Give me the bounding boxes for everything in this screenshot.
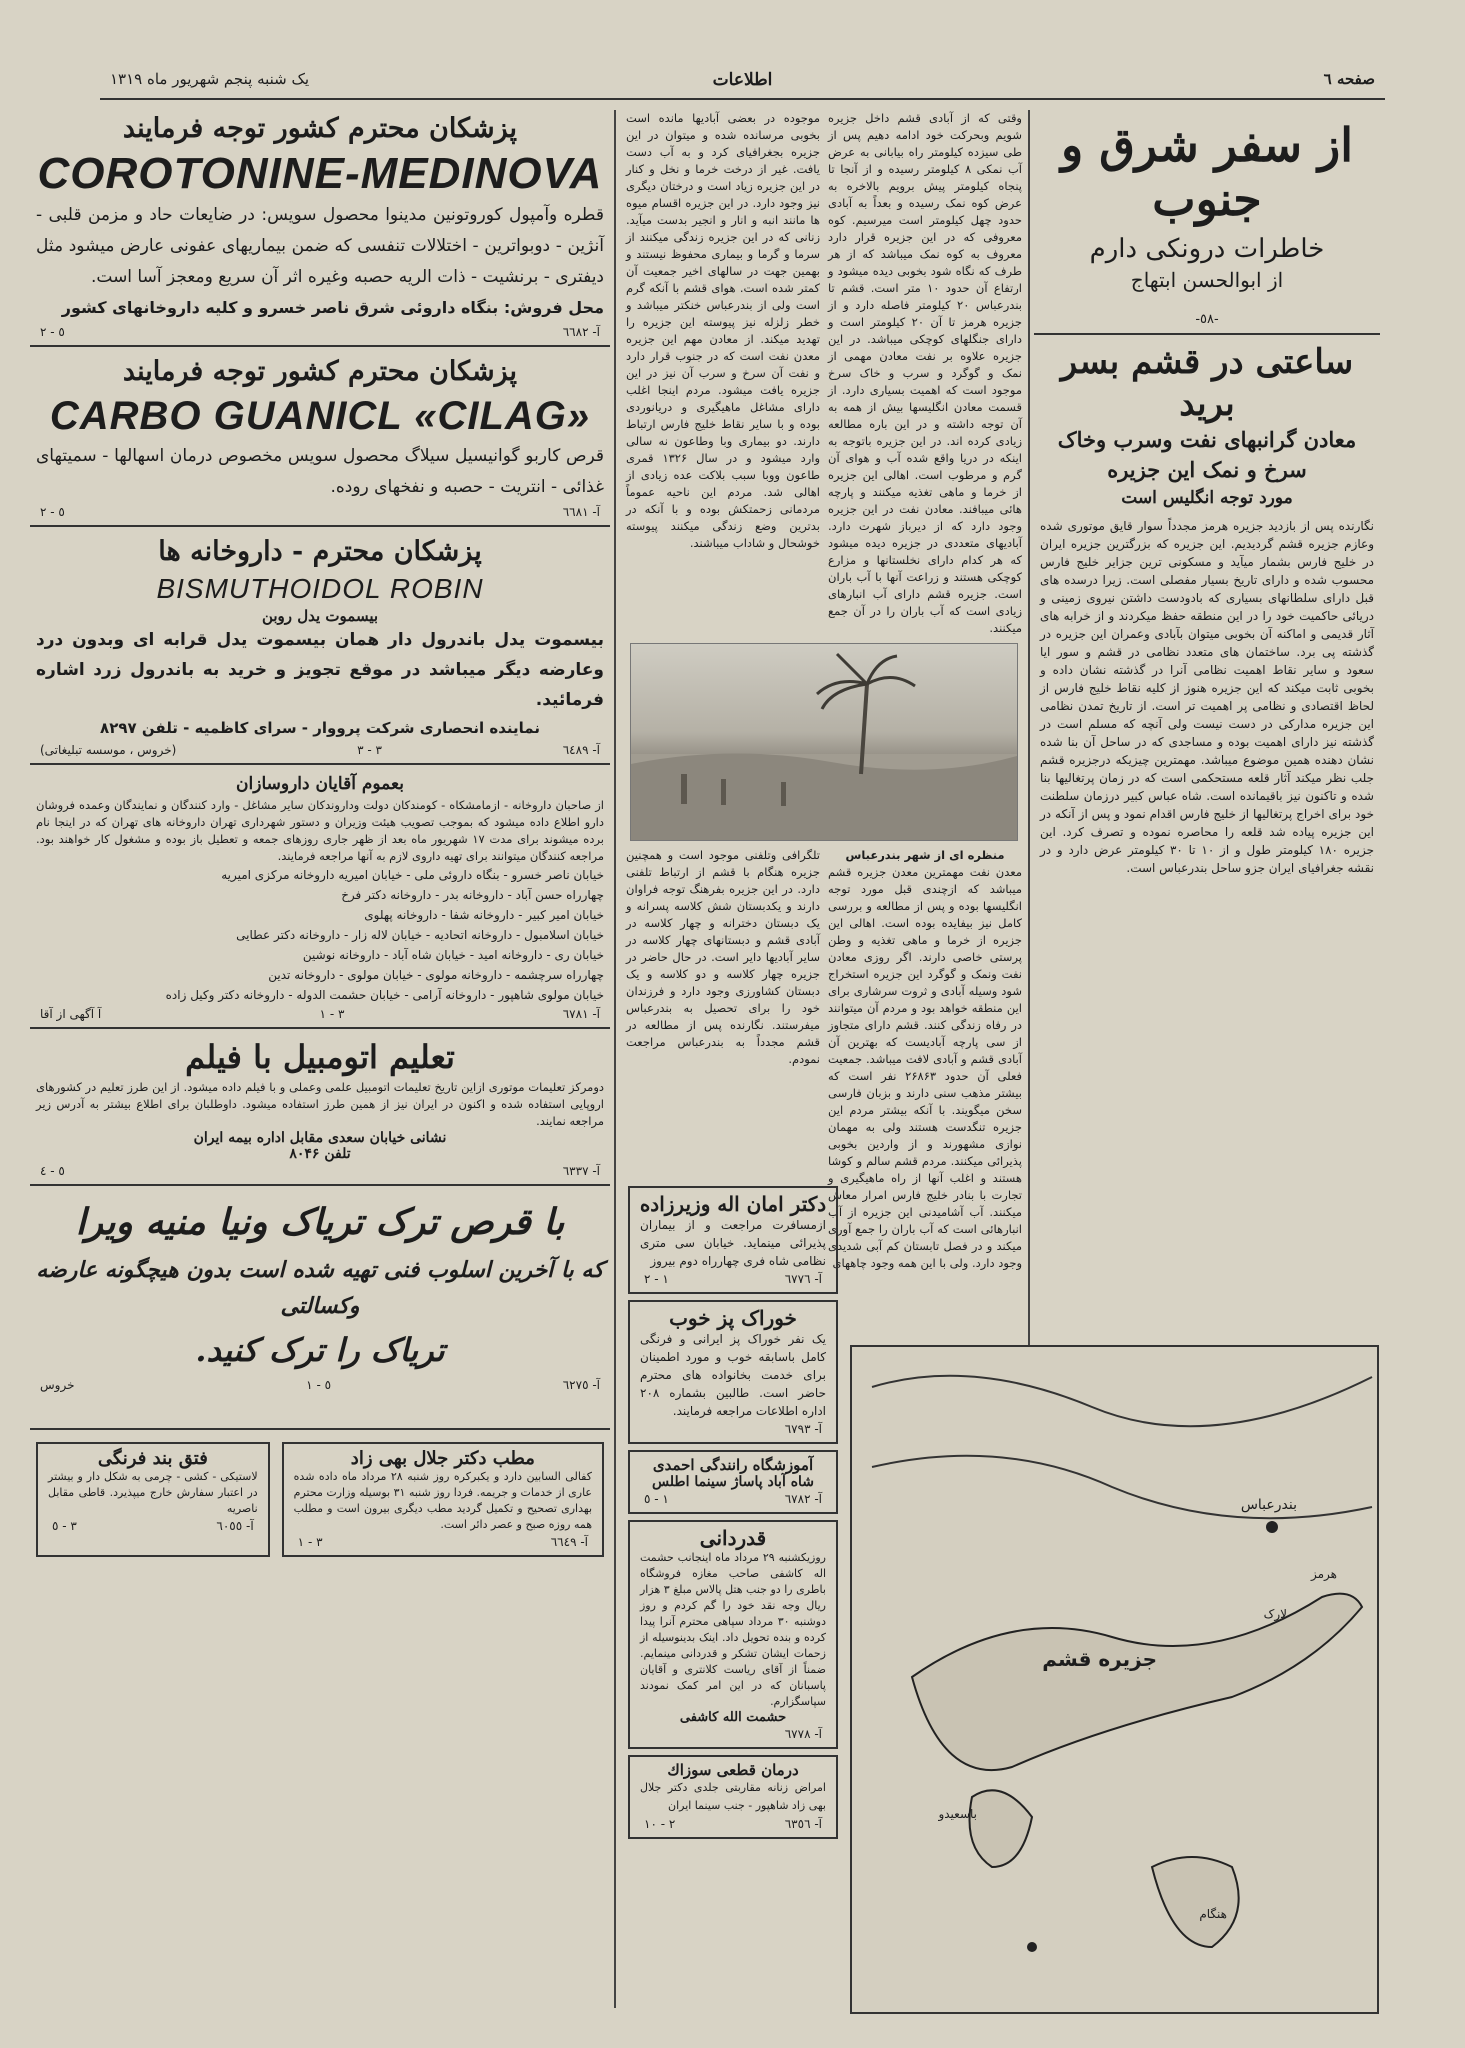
- ad-carbo-guanicl: پزشکان محترم کشور توجه فرمایند CARBO GUANICL «CILAG» قرص کاربو گوانیسیل سیلاگ محصول سویس مخصوص درمان اسهالها - سمیتهای غذائی - انتریت - حصبه و نفخهای روده. آ- ٦٦٨١ ٥ - ٢: [36, 356, 604, 519]
- map-label: باسعیدو: [938, 1807, 977, 1821]
- divider: [30, 763, 610, 765]
- article-body-col3-lower: معدن نفت مهمترین معدن جزیره قشم میباشد که ازچندی قبل مورد توجه انگلیسها بوده و پس از مطالعه و بررسی کامل نیز بیفایده بوده است. اهالی این جزیره از خرما و ماهی تغذیه و وطن پرستی خاصی دارند. اگر روزی معادن نفت ونمک و گوگرد این جزیره استخراج شود وسیله آبادی و ثروت سرشاری برای این منطقه خواهد بود و مردم آن میتوانند در رفاه زندگی کنند. قشم دارای متجاوز از سی پارچه آبادیست که بهترین آن آبادی قشم و آبادی لافت میباشد. جمعیت فعلی آن حدود ۲۶۸۶۳ نفر است که بیشتر مذهب سنی دارند و بزبان فارسی سخن میگویند. با آنکه بیشتر مردم این جزیره تنگدست هستند ولی به مهمان نوازی مشهورند و از واردین بخوبی پذیرائی میکنند. مردم قشم سالم و کوشا هستند و اغلب آنها از راه ماهیگیری و تجارت با بنادر خلیج فارس امرار معاش میکنند. آب آشامیدنی این جزیره از آب انبارهائی است که آب باران را جمع آوری میکند و در فصل تابستان کم آبی شدیدی وجود دارد. ولی با این همه وجود چاههای: [828, 865, 1022, 1270]
- article-right-column: [1034, 110, 1380, 1348]
- list-item: چهارراه حسن آباد - داروخانه بدر - داروخانه دکتر فرخ: [341, 888, 604, 902]
- ad-dr-behizad-office: مطب دکتر جلال بهی زاد کفالی السابین دارد و یکبرکره روز شنبه ۲۸ مرداد ماه داده شده عاری از خدمات و جریمه. فردا روز شنبه ۳۱ بوسیله وزارت محترم بهداری تصحیح و تکمیل گردید مطب دیگری بیرون است و مطلب همه روزه صبح و عصر دائر است. آ- ٦٦٤٩ ٣ - ١: [282, 1442, 604, 1557]
- column-divider: [614, 110, 616, 2008]
- article-body-col3-lower-b: تلگرافی وتلفنی موجود است و همچنین جزیره هنگام با قشم از ارتباط تلفنی دارد. در این جزیره بفرهنگ توجه فراوان دارند و یکدبستان شش کلاسه پسرانه و یک دبستان دخترانه و چهار کلاسه در آبادی قشم و دبستانهای چهار کلاسه در سایر آبادیها دایر است. در حال حاضر در جزیره چهار کلاسه و دو کلاسه و یک دبستان کشاورزی وجود دارد و فرزندان خود را برای تحصیل به بندرعباس میفرستند. نگارنده پس از مطالعه در قشم مجدداً به بندرعباس مراجعت نمودم.: [626, 848, 820, 1066]
- list-item: خیابان ری - داروخانه امید - خیابان شاه آباد - داروخانه نوشین: [302, 948, 604, 962]
- issue-date: یک شنبه پنجم شهریور ماه ۱۳۱۹: [110, 70, 310, 88]
- small-ads-column: [622, 1180, 844, 2008]
- ad-driving-school: آموزشگاه رانندگی احمدی شاه آباد پاساژ سینما اطلس آ- ٦٧٨٢ ١ - ٥: [628, 1450, 838, 1514]
- map-label: هنگام: [1199, 1907, 1227, 1921]
- article-body-col1: نگارنده پس از بازدید جزیره هرمز مجدداً سوار قایق موتوری شده وعازم جزیره قشم گردیدیم. این جزیره که بزرگترین جزیره ایران در خلیج فارس بشمار میآید و مسکونی ترین جزایر خلیج فارس محسوب شده و دارای تاریخ بسیار مفصلی است. زیرا درسده های قبل دارای سلطانهای بسیاری که بادودست داشتن نیروی زمینی و دریائی حاکمیت خود را در این منطقه حفظ میکردند و از خرابه های آثار قدیمی و اماکنه آن بخوبی میتوان بآبادی وعمران این جزیره در گذشته پی برد. ساختمان های متعدد نظامی در قشم و سور ایا سعود و سایر نقاط اهمیت نظامی آنرا در گذشته نشان داده و بخوبی ثابت میکند که این جزیره هنوز از کلیه نقاط خلیج فارس از لحاظ اقتصادی و نظامی پر اهمیت تر است. از تاریخ تمدن نظامی این جزیره مدارکی در دست نیست ولی آنچه که مسلم است در گذشته نیز دارای اهمیت بوده و مساجدی که در ساحل آن بنا شده نشان دهنده همین موضوع میباشد. مهمترین چیزیکه درجزیره قشم جلب نظر میکند آثار قلعه مستحکمی است که در زمان پرتغالیها بنا شده و تاکنون نیز باقیمانده است. شاه عباس کبیر درزمان سلطنت خود برای اخراج پرتغالیها از خلیج فارس اقدام نمود و پس از آنکه در این جزیره پیاده شد قلعه را محاصره نموده و تصرف کرد. این جزیره ۱۸۰ کیلومتر طول و از ۱۰ تا ۳۰ کیلومتر عرض دارد و در نقشه جغرافیای ایران جزو ساحل بندرعباس است.: [1040, 519, 1375, 875]
- article-headline: ساعتی در قشم بسر برید: [1060, 342, 1354, 424]
- page-header: [100, 64, 1385, 100]
- newspaper-name: اطلاعات: [712, 70, 773, 90]
- divider: [30, 1184, 610, 1186]
- series-subtitle: خاطرات درونکی دارم: [1089, 234, 1325, 264]
- article-body-col3: موجوده در بعضی آبادیها مانده است بخوبی مرسانده شده و میتوان در این جزیره بجغرافیای کرد و به آب دست یافت. غیر از درخت خرما و نخل و کنار در این جزیره زیاد است و درختان دیگری نیز وجود دارد. در این جزیره اقسام میوه ها مانند انبه و انار و انجیر بدست میآید. زنانی که در این جزیره زندگی میکنند از سرما و گرما و بیماری محفوظ نیستند و بهمین جهت در سالهای اخیر جمعیت آن کمتر شده است. هوای قشم با آنکه گرم است ولی از بندرعباس خنکتر میباشد و خطر زلزله نیز پیوسته این جزیره را تهدید میکند. از معادن مهم این جزیره معدن نفت است که در جنوب قرار دارد و نفت آن سرخ و سرب آن نیز در این جزیره یافت میشود. مردم اینجا اغلب دارای مشاغل ماهیگیری و دریانوردی بوده و با سایر نقاط خلیج فارس ارتباط دارند. دو بیماری وبا وطاعون نه سالی وارد میشود و در سال ۱۳۲۶ قمری طاعون ووبا سبب بلاکت عده زیادی از اهالی شد. مردم این ناحیه عموماً مردمانی زحمتکش بوده و با آنکه در بدترین وضع زندگی میکنند پیوسته خوشحال و شاداب میباشند.: [626, 111, 821, 550]
- page-number: صفحه ٦: [1323, 70, 1375, 88]
- divider: [1034, 333, 1380, 335]
- ad-bismuthoidol: پزشکان محترم - داروخانه ها BISMUTHOIDOL ROBIN بیسموت یدل روبن بیسموت یدل باندرول دار همان بیسموت یدل قرابه ای وبدون درد وعارضه دیگر میباشد در موقع تجویز و خرید به باندرول زرد اشاره فرمائید. نماینده انحصاری شرکت پرووار - سرای کاظمیه - تلفن ۸۲۹۷ آ- ٦٤٨٩ ٣ - ٣ (خروس ، موسسه تبلیغاتی): [36, 536, 604, 757]
- qeshm-map: [850, 1345, 1379, 2014]
- article-author: از ابوالحسن ابتهاج: [1130, 268, 1284, 292]
- article-body-lower: [828, 847, 1022, 1272]
- divider: [30, 1027, 610, 1029]
- article-middle-column: [622, 110, 1026, 1348]
- map-label: لارک: [1263, 1607, 1287, 1621]
- ad-hernia-belt: فتق بند فرنگی لاستیکی - کشی - چرمی به شکل دار و بیشتر در اعتبار سفارش خارج میپذیرد. قاطی مقابل ناصریه آ- ٦٠٥٥ ٣ - ٥: [36, 1442, 270, 1557]
- ad-opium-pills: با قرص ترک تریاک ونیا منیه ویرا که با آخرین اسلوب فنی تهیه شده است بدون هیچگونه عارضه وکسالتی تریاک را ترک کنید. آ- ٦٢٧٥ ٥ - ١ خروس: [36, 1201, 604, 1392]
- ads-left-column: [30, 110, 610, 2018]
- list-item: خیابان امیر کبیر - داروخانه شفا - داروخانه پهلوی: [364, 908, 604, 922]
- article-body-col2: وقتی که از آبادی قشم داخل جزیره شویم وبحرکت خود ادامه دهیم پس از طی سیزده کیلومتر راه بیابانی به عرض آب نمکی ۸ کیلومتر رسیده و از آنجا تا پنجاه کیلومتر پیش برویم بالاخره به عرض کوه نمک رسیده و بعداً به آبادی حدود چهل کیلومتر است میرسیم. کوه معروفی که در این جزیره قرار دارد معروف به کوه نمک میباشد که از هر طرف که نگاه شود بخوبی دیده میشود و ارتفاع آن حدود ۱۰ متر است. قشم تا بندرعباس ۲۰ کیلومتر فاصله دارد و از جزیره هرمز تا آن ۲۰ کیلومتر است و دارای جنگلهای کوچکی میباشد. در این جزیره علاوه بر نفت معادن مهمی از نمک و گوگرد و سرب و خاک سرخ موجود است که اهمیت بسیاری دارد. از قسمت معادن انگلیسها بیش از همه به آن توجه داشته و در این باره مطالعه زیادی کرده اند. در این جزیره باتوجه به اینکه در دریا واقع شده آب و هوای آن گرم و مرطوب است. اهالی این جزیره از خرما و ماهی تغذیه میکنند و پارچه هائی میبافند. معادن نفت در این جزیره وجود دارد که از دیرباز شهرت دارد. آبادیهای متعددی در جزیره دیده میشود که هر کدام دارای نخلستانها و مزارع کوچکی هستند و زراعت آنها با آب باران است. جزیره قشم دارای آب انبارهای زیادی است که آب باران را در آن جمع میکنند.: [828, 111, 1023, 635]
- episode-number: -٥٨-: [1195, 312, 1219, 327]
- list-item: خیابان ناصر خسرو - بنگاه داروئی ملی - خیابان امیریه داروخانه مرکزی امیریه: [221, 868, 604, 882]
- map-label: هرمز: [1311, 1567, 1337, 1581]
- pharmacy-list: [36, 865, 604, 1005]
- article-subhead-2: سرخ و نمک این جزیره: [1107, 457, 1307, 482]
- article-subhead-3: مورد توجه انگلیس است: [1121, 488, 1293, 508]
- ad-pharmacists-notice: بعموم آقایان داروسازان از صاحبان داروخانه - ازمامشکاه - کومندکان دولت وداروندکان سایر مشاغل - وارد کنندگان و نمایندگان وعمده فروشان دارو اطلاع داده میشود که بموجب تصویب هیئت وزیران و دستور شهرداری تهران داروخانه های تهران که در اینجا نام برده میشوند برای مدت ۱۷ شهریور ماه بعد از ظهر جاری روزهای جمعه و تعطیل باز بوده و مشغول کار خواهند بود. مراجعه کنندگان میتوانند برای تهیه داروی لازم به آنها مراجعه فرمایند. خیابان ناصر خسرو - بنگاه داروئی ملی - خیابان امیریه داروخانه مرکزی امیریه چهارراه حسن آباد - داروخانه بدر - داروخانه دکتر فرخ خیابان امیر کبیر - داروخانه شفا - داروخانه پهلوی خیابان اسلامبول - داروخانه اتحادیه - خیابان لاله زار - داروخانه دکتر عطایی خیابان ری - داروخانه امید - خیابان شاه آباد - داروخانه نوشین چهارراه سرچشمه - داروخانه مولوی - خیابان مولوی - داروخانه تدین خیابان مولوی شاهپور - داروخانه آرامی - خیابان حشمت الدوله - داروخانه دکتر وکیل زاده آ- ٦٧٨١ ٣ - ١ آ آگهی از آقا: [36, 774, 604, 1021]
- series-title: از سفر شرق و جنوب: [1060, 118, 1354, 226]
- ad-gonorrhea-treatment: درمان قطعی سوزاك امراض زنانه مقاربتی جلدی دکتر جلال بهی زاد شاهپور - جنب سینما ایران آ- ٦٣٥٦ ٢ - ١٠: [628, 1755, 838, 1839]
- map-icon: [852, 1347, 1377, 2012]
- ad-cook: خوراک پز خوب یک نفر خوراک پز ایرانی و فرنگی کامل باسابقه خوب و مورد اطمینان برای خدمت بخانواده های محترم حاضر است. طالبین بشماره ۲۰۸ اداره اطلاعات مراجعه فرمایند. آ- ٦٧٩٣: [628, 1300, 838, 1444]
- list-item: چهارراه سرچشمه - داروخانه مولوی - خیابان مولوی - داروخانه تدین: [268, 968, 604, 982]
- map-label: جزیره قشم: [1042, 1647, 1157, 1671]
- ad-driving-film: تعلیم اتومبیل با فیلم دومرکز تعلیمات موتوری ازاین تاریخ تعلیمات اتومبیل علمی وعملی و با فیلم داده میشود. از این طرز تعلیم در کشورهای اروپایی استفاده شده و اکنون در ایران نیز از همین طرز استفاده میشود. داوطلبان برای اطلاع بیشتر به آدرس زیر مراجعه نمایند. نشانی خیابان سعدی مقابل اداره بیمه ایران تلفن ۸۰۴۶ آ- ٦٣٣٧ ٥ - ٤: [36, 1038, 604, 1178]
- ad-dr-vazirzadeh: دکتر امان اله وزیرزاده ازمسافرت مراجعت و از بیماران پذیرائی مینماید. خیابان سی متری نظامی شاه فری چهارراه دوم بیروز آ- ٦٧٧٦ ١ - ٢: [628, 1186, 838, 1294]
- article-subhead-1: معادن گرانبهای نفت وسرب وخاک: [1057, 427, 1357, 452]
- palm-tree-icon: [631, 644, 1017, 840]
- photo-caption: منظره ای از شهر بندرعباس: [845, 848, 1005, 862]
- ad-gratitude: قدردانی روزیکشنبه ۲۹ مرداد ماه اینجانب حشمت اله کاشفی صاحب مغازه فروشگاه باطری را دو جنب هتل پالاس مبلغ ۳ هزار ریال وجه نقد خود را گم کردم و روز دوشنبه ۳۰ مرداد سپاهی محترم آنرا پیدا کرده و بنده تحویل داد. اینک بدینوسیله از زحمات ایشان تشکر و قدردانی مینمایم. ضمناً از آقای ریاست کلانتری و آقایان پاسبانان که در این امر کمک نمودند سپاسگزارم. حشمت الله کاشفی آ- ٦٧٧٨: [628, 1520, 838, 1749]
- divider: [30, 525, 610, 527]
- ad-corotonine: پزشکان محترم کشور توجه فرمایند COROTONINE-MEDINOVA قطره وآمپول کوروتونین مدینوا محصول سویس: در ضایعات حاد و مزمن قلبی - آنژین - دوبواترین - اختلالات تنفسی که ضمن بیماریهای عفونی عارض میشود مثل دیفتری - برنشیت - ذات الریه حصبه وغیره اثر آن سریع ومعجز آسا است. محل فروش: بنگاه داروئی شرق ناصر خسرو و کلیه داروخانهای کشور آ- ٦٦٨٢ ٥ - ٢: [36, 113, 604, 339]
- list-item: خیابان مولوی شاهپور - داروخانه آرامی - خیابان حشمت الدوله - داروخانه دکتر وکیل زاده: [165, 988, 604, 1002]
- map-label: بندرعباس: [1240, 1497, 1297, 1513]
- bottom-ads-row: [30, 1436, 610, 1563]
- column-divider: [1028, 110, 1030, 1378]
- list-item: خیابان اسلامبول - داروخانه اتحادیه - خیابان لاله زار - داروخانه دکتر عطایی: [236, 928, 604, 942]
- divider: [30, 1428, 610, 1430]
- bandar-abbas-photo: [630, 643, 1018, 841]
- divider: [30, 345, 610, 347]
